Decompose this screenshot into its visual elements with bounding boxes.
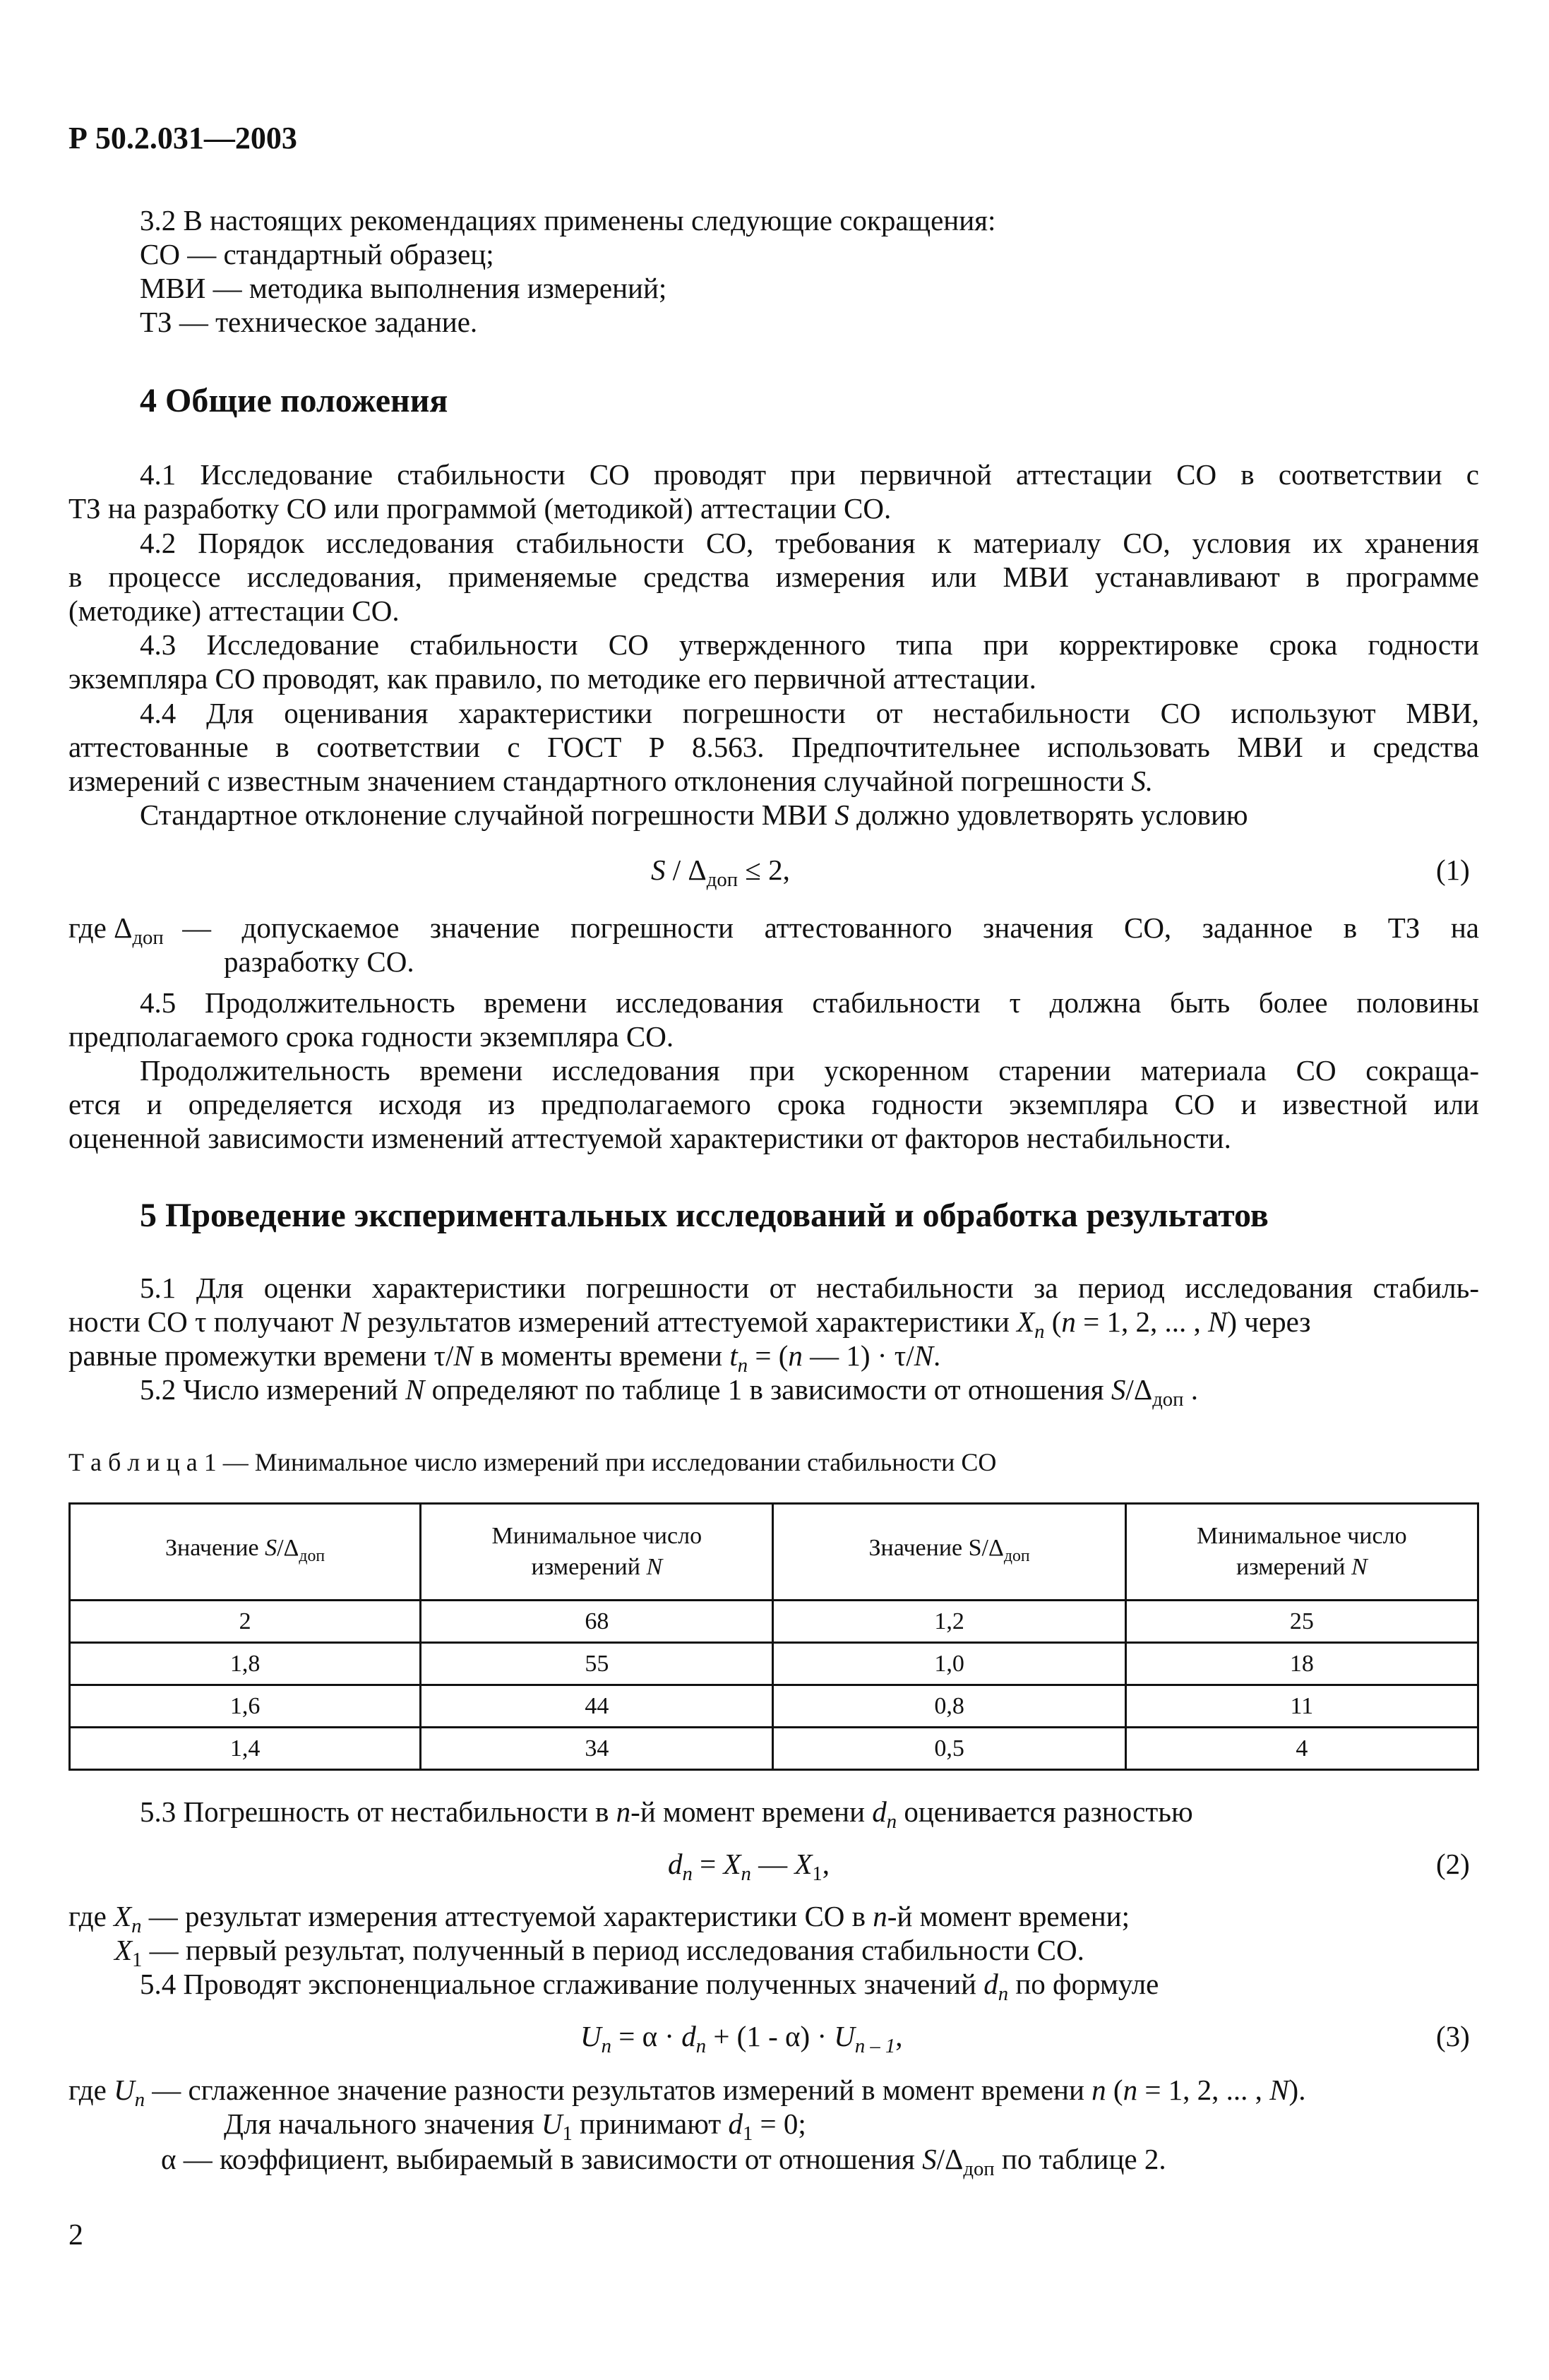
table-cell: 11 [1125,1685,1478,1728]
paragraph-4-3-line: 4.3 Исследование стабильности СО утвержденного типа при корректировке срока годности [140,628,1479,661]
where-delta-text: — допускаемое значение погрешности аттестованного значения СО, заданное в ТЗ на [182,911,1479,944]
table-cell: 34 [421,1728,773,1770]
where-delta-cont: разработку СО. [224,945,414,978]
paragraph-4-5b-line: оцененной зависимости изменений аттестуемой характеристики от факторов нестабильности. [68,1122,1231,1154]
paragraph-4-1-line: 4.1 Исследование стабильности СО проводят при первичной аттестации СО в соответствии с [140,458,1479,491]
page-number: 2 [68,2219,83,2252]
paragraph-4-4-line: 4.4 Для оценивания характеристики погрешности от нестабильности СО используют МВИ, [140,697,1479,729]
equation-3: $U_n = \alpha \cdot d_n + (1 - \alpha) \cdot U_{n - 1}$, [580,2020,903,2058]
table-cell: 44 [421,1685,773,1728]
table-cell: 1,0 [773,1643,1125,1685]
equation-1-number: (1) [1436,854,1470,886]
table-cell: 0,5 [773,1728,1125,1770]
paragraph-4-2-line: в процессе исследования, применяемые средства измерения или МВИ устанавливают в программе [68,561,1479,593]
table-row [70,1685,1478,1728]
table-1-caption: Т а б л и ц а 1 — Минимальное число измерений при исследовании стабильности СО [68,1448,997,1476]
table-cell: 1,8 [70,1643,421,1685]
paragraph-4-5b-line: Продолжительность времени исследования при ускоренном старении материала СО сокраща- [140,1054,1479,1087]
table-header-cell: Минимальное число измерений N [421,1504,773,1601]
equation-2-number: (2) [1436,1848,1470,1880]
paragraph-5-3: 5.3 Погрешность от нестабильности в n-й момент времени $d_n$ оценивается разностью [140,1795,1193,1834]
table-header-cell: Минимальное число измерений N [1125,1504,1478,1601]
paragraph-5-2: 5.2 Число измерений N определяют по таблице 1 в зависимости от отношения $S/\Delta_{доп}$ . [140,1373,1198,1411]
paragraph-5-4: 5.4 Проводят экспоненциальное сглаживание полученных значений $d_n$ по формуле [140,1968,1159,2006]
table-header-cell: Значение $S/\Delta_{доп}$ [773,1504,1125,1601]
table-cell: 4 [1125,1728,1478,1770]
table-header-row [70,1504,1478,1601]
table-cell: 25 [1125,1601,1478,1643]
table-cell: 1,4 [70,1728,421,1770]
where-u-n: где $U_n$ — сглаженное значение разности результатов измерений в момент времени n (n = 1, 2, ... , N). [68,2074,1306,2112]
table-cell: 1,6 [70,1685,421,1728]
paragraph-4-2-line: 4.2 Порядок исследования стабильности СО, требования к материалу СО, условия их хранения [140,527,1479,559]
paragraph-5-1-line: ности СО τ получают N результатов измерений аттестуемой характеристики $X_n$ (n = 1, 2, ... , N) через [68,1305,1311,1344]
table-row [70,1601,1478,1643]
paragraph-5-1-line: равные промежутки времени τ/N в моменты времени $t_n = (n$ — 1) · τ/N. [68,1339,941,1377]
paragraph-4-3-line: экземпляра СО проводят, как правило, по методике его первичной аттестации. [68,662,1036,695]
table-cell: 1,2 [773,1601,1125,1643]
table-header-cell: Значение $S/\Delta_{доп}$ [70,1504,421,1601]
table-cell: 68 [421,1601,773,1643]
paragraph-4-4-line: измерений с известным значением стандартного отклонения случайной погрешности S. [68,765,1154,797]
table-cell: 18 [1125,1643,1478,1685]
where-alpha: α — коэффициент, выбираемый в зависимости от отношения $S/\Delta_{доп}$ по таблице 2. [161,2143,1166,2181]
abbr-item: ТЗ — техническое задание. [140,306,478,338]
table-row [70,1643,1478,1685]
paragraph-4-2-line: (методике) аттестации СО. [68,594,400,627]
paragraph-4-5-line: 4.5 Продолжительность времени исследования стабильности τ должна быть более половины [140,986,1479,1019]
where-x-n: где $X_n$ — результат измерения аттестуемой характеристики СО в n-й момент времени; [68,1900,1130,1938]
table-cell: 55 [421,1643,773,1685]
section-4-heading: 4 Общие положения [140,382,448,419]
section-5-heading: 5 Проведение экспериментальных исследований и обработка результатов [140,1197,1269,1234]
equation-2: $d_n = X_n$ — $X_1$, [668,1848,830,1886]
paragraph-5-1-line: 5.1 Для оценки характеристики погрешности от нестабильности за период исследования стабиль- [140,1272,1479,1304]
paragraph-4-4-line: аттестованные в соответствии с ГОСТ Р 8.563. Предпочтительнее использовать МВИ и средства [68,731,1479,763]
equation-1: $S / \Delta_{доп} \le 2$, [651,854,790,892]
table-cell: 2 [70,1601,421,1643]
where-u-initial: Для начального значения $U_1$ принимают $d_1 = 0$; [224,2107,806,2146]
where-x-1: $X_1$ — первый результат, полученный в период исследования стабильности СО. [114,1934,1084,1972]
paragraph-4-1-line: ТЗ на разработку СО или программой (методикой) аттестации СО. [68,492,892,525]
table-row [70,1728,1478,1770]
paragraph-4-5b-line: ется и определяется исходя из предполагаемого срока годности экземпляра СО и известной или [68,1088,1479,1120]
paragraph-4-5-line: предполагаемого срока годности экземпляра СО. [68,1020,674,1053]
equation-3-number: (3) [1436,2020,1470,2052]
document-code: Р 50.2.031—2003 [68,121,297,155]
table-1 [68,1502,1479,1771]
where-delta-label: где $\Delta_{доп}$ [68,911,164,950]
table-cell: 0,8 [773,1685,1125,1728]
abbr-item: МВИ — методика выполнения измерений; [140,272,667,304]
abbr-item: СО — стандартный образец; [140,238,494,270]
condition-sentence: Стандартное отклонение случайной погрешности МВИ S должно удовлетворять условию [140,799,1248,831]
abbr-intro: 3.2 В настоящих рекомендациях применены следующие сокращения: [140,204,996,237]
